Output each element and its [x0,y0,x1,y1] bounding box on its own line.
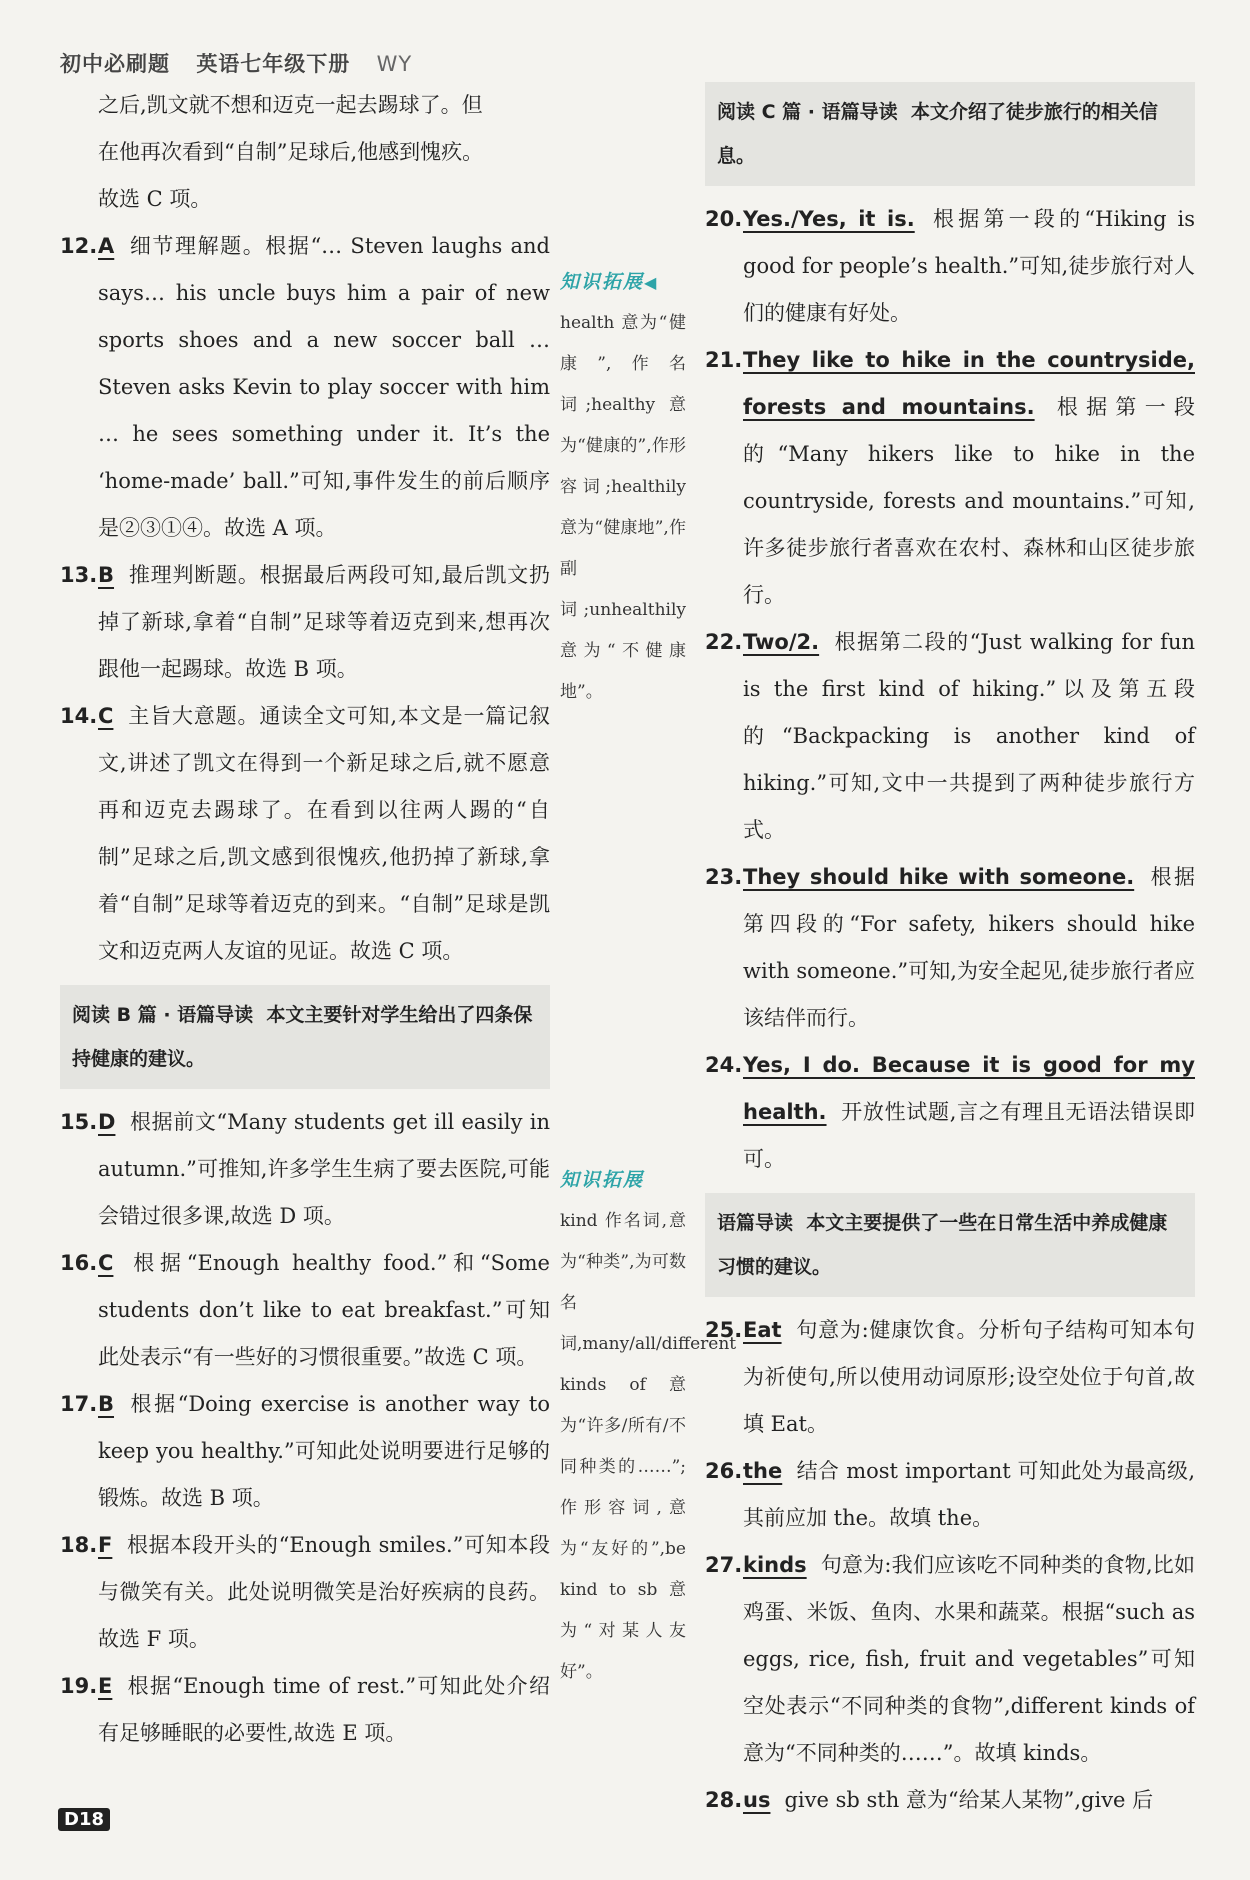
answer-list [705,1307,1195,1824]
passage-banner [705,1193,1195,1297]
question-number: 23. [705,865,743,889]
explanation-text: 根据本段开头的“Enough smiles.”可知本段与微笑有关。此处说明微笑是治好疾病的良药。故选 F 项。 [98,1533,550,1651]
question-number: 28. [705,1788,743,1812]
explanation-text: 推理判断题。根据最后两段可知,最后凯文扔掉了新球,拿着“自制”足球等着迈克到来,想再次跟他一起踢球。故选 B 项。 [98,563,550,681]
series-code: WY [376,52,413,76]
explanation-text: 根据第二段的“Just walking for fun is the first kind of hiking.”以及第五段的“Backpacking is another kind of hiking.”可知,文中一共提到了两种徒步旅行方式。 [743,630,1195,842]
question-number: 25. [705,1318,743,1342]
answer-item [705,1777,1195,1824]
banner-label: 阅读 B 篇 · 语篇导读 [72,1004,254,1026]
answer-item [705,1042,1195,1183]
question-number: 21. [705,348,743,372]
banner-label: 语篇导读 [717,1212,794,1234]
note-text: kind 作名词,意为“种类”,为可数名词,many/all/different kinds of 意为“许多/所有/不同种类的……”;作形容词,意为“友好的”,be kind to sb 意为“对某人友好”。 [560,1211,737,1682]
explanation-text: 句意为:健康饮食。分析句子结构可知本句为祈使句,所以使用动词原形;设空处位于句首,故填 Eat。 [743,1318,1195,1436]
answer-item [60,223,550,552]
answer-key: D [98,1110,116,1134]
answer-key: Yes, I do. Because it is good for my health. [743,1053,1195,1124]
answer-key: They like to hike in the countryside, forests and mountains. [743,348,1195,419]
answer-key: They should hike with someone. [743,865,1135,889]
question-number: 26. [705,1459,743,1483]
answer-item [705,1542,1195,1777]
answer-item [60,693,550,975]
answer-key: Two/2. [743,630,820,654]
note-title: 知识拓展 [560,271,645,293]
knowledge-note [560,262,686,713]
answer-item [60,1522,550,1663]
question-number: 12. [60,234,98,258]
explanation-text: 根据前文“Many students get ill easily in autumn.”可推知,许多学生生病了要去医院,可能会错过很多课,故选 D 项。 [98,1110,550,1228]
section-b-banner [60,985,550,1089]
question-number: 14. [60,704,98,728]
answer-key: kinds [743,1553,807,1577]
section-c-banner [705,82,1195,186]
answer-key: us [743,1788,771,1812]
intro-line: 之后,凯文就不想和迈克一起去踢球了。但 [98,93,483,117]
note-title: 知识拓展 [560,1169,645,1191]
explanation-text: 主旨大意题。通读全文可知,本文是一篇记叙文,讲述了凯文在得到一个新足球之后,就不愿意再和迈克去踢球了。在看到以往两人踢的“自制”足球之后,凯文感到很愧疚,他扔掉了新球,拿着“自制”足球等着迈克的到来。“自制”足球是凯文和迈克两人友谊的见证。故选 C 项。 [98,704,550,963]
note-text: health 意为“健康”,作名词;healthy 意为“健康的”,作形容词;healthily 意为“健康地”,作副词;unhealthily 意为“不健康地”。 [560,313,686,702]
answer-key: B [98,1392,115,1416]
explanation-text: give sb sth 意为“给某人某物”,give 后 [784,1788,1154,1812]
question-number: 19. [60,1674,98,1698]
answer-item [60,1663,550,1757]
question-number: 24. [705,1053,743,1077]
left-column [60,82,550,1757]
answer-item [705,337,1195,619]
explanation-text: 开放性试题,言之有理且无语法错误即可。 [743,1100,1195,1171]
arrow-left-icon: ◀ [644,273,659,292]
explanation-text: 根据“Doing exercise is another way to keep you healthy.”可知此处说明要进行足够的锻炼。故选 B 项。 [98,1392,550,1510]
explanation-text: 句意为:我们应该吃不同种类的食物,比如鸡蛋、米饭、鱼肉、水果和蔬菜。根据“such as eggs, rice, fish, fruit and vegetables”可知空处表示“不同种类的食物”,different kinds of 意为“不同种类的……”。故填 kinds。 [743,1553,1195,1765]
question-number: 17. [60,1392,98,1416]
subject-title: 英语七年级下册 [196,52,351,76]
answer-key: A [98,234,115,258]
answer-key: the [743,1459,783,1483]
page-number: D18 [58,1808,110,1831]
explanation-text: 根据“Enough healthy food.”和“Some students don’t like to eat breakfast.”可知此处表示“有一些好的习惯很重要。”故选 C 项。 [98,1251,550,1369]
book-title: 初中必刷题 [60,52,170,76]
banner-label: 阅读 C 篇 · 语篇导读 [717,101,898,123]
question-number: 20. [705,207,743,231]
answer-item [705,196,1195,337]
answer-item [705,619,1195,854]
banner-text: 本文主要针对学生给出了四条保持健康的建议。 [72,1004,533,1070]
answer-item [60,1381,550,1522]
answer-item [705,1448,1195,1542]
answer-item [705,854,1195,1042]
answer-key: Eat [743,1318,782,1342]
answer-key: Yes./Yes, it is. [743,207,915,231]
explanation-text: 结合 most important 可知此处为最高级,其前应加 the。故填 the。 [743,1459,1195,1530]
question-number: 18. [60,1533,98,1557]
right-column [705,82,1195,1824]
answer-item [705,1307,1195,1448]
answer-key: C [98,704,114,728]
question-number: 13. [60,563,98,587]
answer-key: E [98,1674,113,1698]
answer-item [60,1099,550,1240]
question-number: 27. [705,1553,743,1577]
answer-item [60,552,550,693]
question-number: 22. [705,630,743,654]
question-number: 16. [60,1251,98,1275]
explanation-text: 细节理解题。根据“… Steven laughs and says… his uncle buys him a pair of new sports shoes and a new soccer ball … Steven asks Kevin to play soccer with him … he sees something under it. It’s the ‘home-made’ ball.”可知,事件发生的前后顺序是②③①④。故选 A 项。 [98,234,550,540]
explanation-text: 根据“Enough time of rest.”可知此处介绍有足够睡眠的必要性,故选 E 项。 [98,1674,550,1745]
explanation-text: 根据第一段的“Many hikers like to hike in the countryside, forests and mountains.”可知,许多徒步旅行者喜欢在农村、森林和山区徒步旅行。 [743,395,1195,607]
answer-key: C [98,1251,114,1275]
answer-list [60,223,550,975]
banner-text: 本文介绍了徒步旅行的相关信息。 [717,101,1158,167]
answer-list [60,1099,550,1757]
page-header [60,48,430,78]
banner-text: 本文主要提供了一些在日常生活中养成健康习惯的建议。 [717,1212,1168,1278]
question-number: 15. [60,1110,98,1134]
answer-key: B [98,563,115,587]
intro-line: 在他再次看到“自制”足球后,他感到愧疚。 [98,140,484,164]
explanation-text: 根据第一段的“Hiking is good for people’s health.”可知,徒步旅行对人们的健康有好处。 [743,207,1196,325]
answer-key: F [98,1533,113,1557]
intro-line: 故选 C 项。 [98,187,212,211]
answer-item [60,1240,550,1381]
explanation-text: 根据第四段的“For safety, hikers should hike with someone.”可知,为安全起见,徒步旅行者应该结伴而行。 [743,865,1196,1030]
answer-list [705,196,1195,1183]
